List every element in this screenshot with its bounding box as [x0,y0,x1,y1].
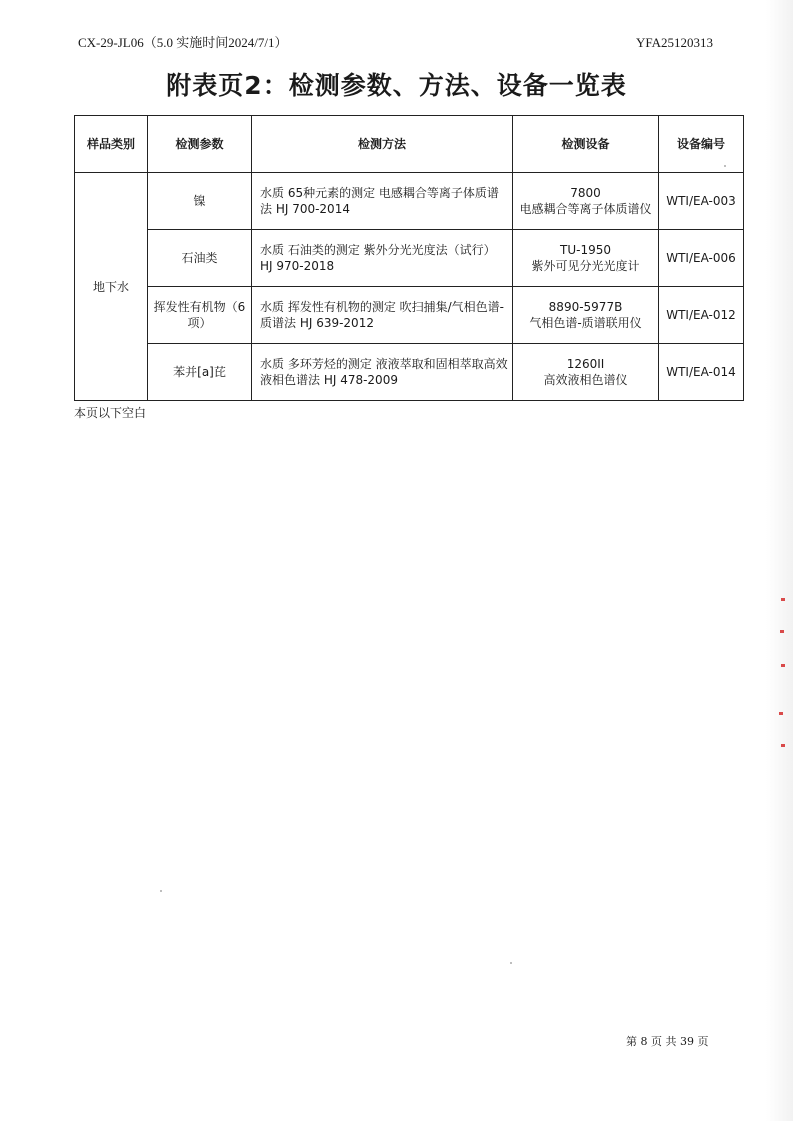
seal-edge-mark [781,744,785,747]
seal-edge-mark [780,630,784,633]
col-header-parameter: 检测参数 [148,116,252,173]
seal-edge-mark [781,598,785,601]
seal-edge-mark [779,712,783,715]
equipment-id-cell: WTI/EA-006 [659,230,744,287]
equipment-name: 紫外可见分光光度计 [531,259,640,273]
equipment-model: 7800 [570,186,601,200]
table-row [75,173,744,230]
parameter-cell: 苯并[a]芘 [148,344,252,401]
scan-speck [724,165,726,167]
equipment-id-cell: WTI/EA-003 [659,173,744,230]
document-code: CX-29-JL06（5.0 实施时间2024/7/1） [78,35,288,50]
equipment-model: TU-1950 [560,243,611,257]
col-header-equipment-id: 设备编号 [659,116,744,173]
blank-below-note: 本页以下空白 [74,406,147,420]
parameter-cell: 石油类 [148,230,252,287]
sample-category-cell: 地下水 [75,173,148,401]
equipment-model: 1260II [566,357,605,371]
method-cell: 水质 挥发性有机物的测定 吹扫捕集/气相色谱-质谱法 HJ 639-2012 [252,287,513,344]
scan-speck [160,890,162,892]
table-row [75,287,744,344]
col-header-sample-category: 样品类别 [75,116,148,173]
page-edge-shadow [766,0,793,1121]
parameter-cell: 挥发性有机物（6项） [148,287,252,344]
scan-speck [510,962,512,964]
equipment-name: 高效液相色谱仪 [543,373,628,387]
page-title: 附表页2：检测参数、方法、设备一览表 [166,71,627,100]
method-cell: 水质 多环芳烃的测定 液液萃取和固相萃取高效液相色谱法 HJ 478-2009 [252,344,513,401]
equipment-cell [513,173,659,230]
equipment-id-cell: WTI/EA-014 [659,344,744,401]
page-number: 第 8 页 共 39 页 [626,1035,709,1048]
parameter-cell: 镍 [148,173,252,230]
equipment-name: 电感耦合等离子体质谱仪 [519,202,652,216]
equipment-id-cell: WTI/EA-012 [659,287,744,344]
equipment-cell [513,344,659,401]
col-header-equipment: 检测设备 [513,116,659,173]
method-cell: 水质 65种元素的测定 电感耦合等离子体质谱法 HJ 700-2014 [252,173,513,230]
table-header-row [75,116,744,173]
seal-edge-mark [781,664,785,667]
method-cell: 水质 石油类的测定 紫外分光光度法（试行） HJ 970-2018 [252,230,513,287]
table-row [75,344,744,401]
col-header-method: 检测方法 [252,116,513,173]
equipment-model: 8890-5977B [548,300,623,314]
equipment-cell [513,230,659,287]
equipment-name: 气相色谱-质谱联用仪 [529,316,642,330]
parameter-method-equipment-table [74,115,744,401]
report-number: YFA25120313 [636,35,714,50]
table-row [75,230,744,287]
equipment-cell [513,287,659,344]
